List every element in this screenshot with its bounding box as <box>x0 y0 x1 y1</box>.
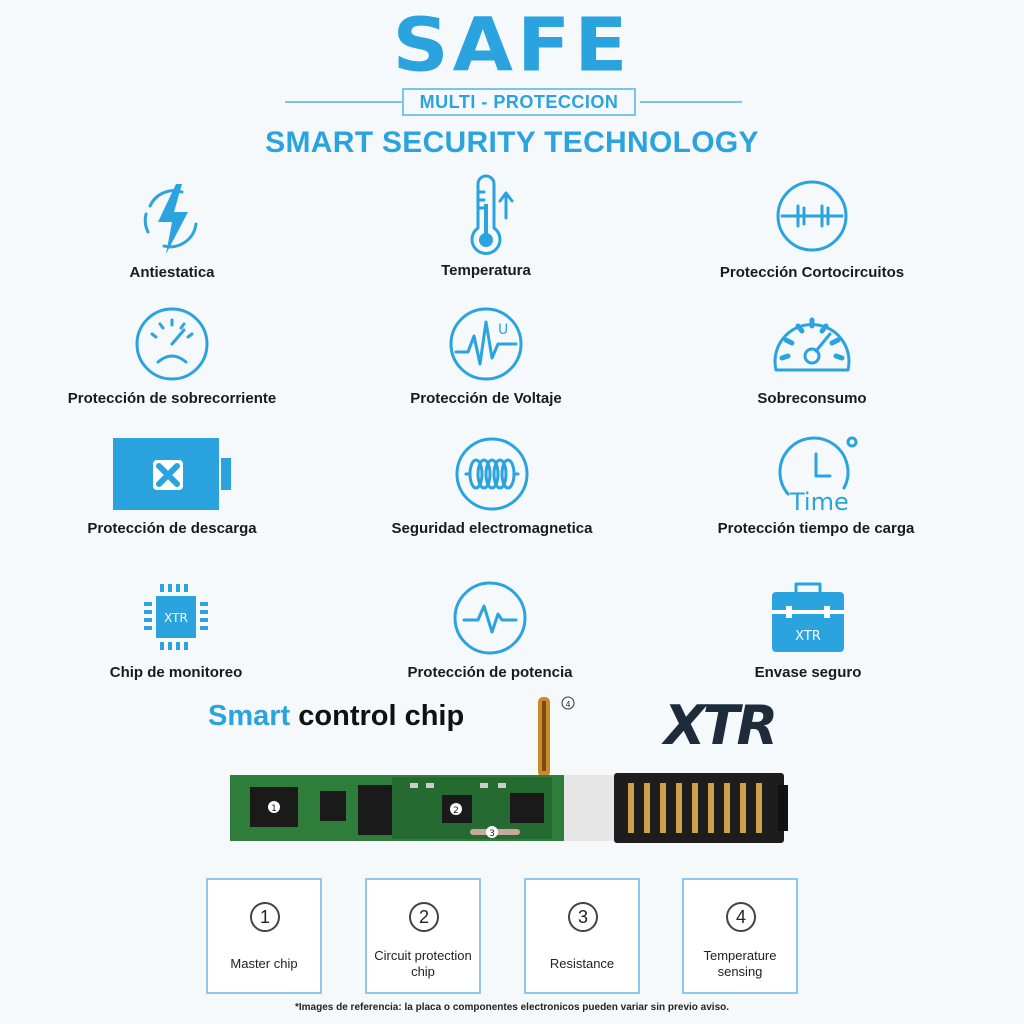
smart-word: Smart <box>208 700 291 732</box>
control-chip-words: control chip <box>290 700 465 732</box>
divider-left <box>285 101 402 103</box>
chip-text: XTR <box>164 611 188 625</box>
feature-sobreconsumo <box>662 302 962 407</box>
component-number: 3 <box>568 902 598 932</box>
smart-control-chip-title <box>208 700 464 733</box>
clock-time-icon <box>774 432 858 516</box>
feature-label: Temperatura <box>441 262 531 279</box>
component-card-1 <box>206 878 322 994</box>
speedometer-icon <box>770 302 854 386</box>
component-card-3 <box>524 878 640 994</box>
marker-2: 2 <box>453 806 459 816</box>
disclaimer: *Images de referencia: la placa o componentes electronicos pueden variar sin previo aviso. <box>294 1002 730 1013</box>
component-number: 4 <box>726 902 756 932</box>
feature-tiempo-carga <box>666 432 966 537</box>
feature-label: Envase seguro <box>754 664 862 681</box>
thermometer-icon <box>444 174 528 258</box>
feature-voltaje <box>336 302 636 407</box>
component-label: Resistance <box>549 956 615 971</box>
component-label: Circuit protection chip <box>374 948 472 979</box>
pcb-white-end <box>564 775 614 841</box>
svg-text:U: U <box>498 322 509 338</box>
short-circuit-icon <box>770 176 854 260</box>
feature-label: Protección de potencia <box>407 664 573 681</box>
chip-icon <box>134 576 218 660</box>
component-number: 1 <box>250 902 280 932</box>
tagline: SMART SECURITY TECHNOLOGY <box>265 126 759 159</box>
battery-x-icon <box>107 432 237 516</box>
component-number: 2 <box>409 902 439 932</box>
lightning-icon <box>130 176 214 260</box>
voltage-wave-icon <box>444 302 528 386</box>
feature-sobrecorriente <box>22 302 322 407</box>
feature-temperatura <box>336 174 636 279</box>
logo-text: SAFE <box>392 3 632 89</box>
feature-antiestatica <box>22 176 322 281</box>
feature-envase-seguro <box>658 576 958 681</box>
marker-3: 3 <box>489 829 495 839</box>
marker-1: 1 <box>271 804 277 814</box>
toolbox-icon <box>766 576 850 660</box>
component-label: Temperature sensing <box>703 948 777 979</box>
subtitle: MULTI - PROTECCION <box>419 91 619 112</box>
feature-label: Protección de descarga <box>87 520 257 537</box>
feature-label: Seguridad electromagnetica <box>391 520 593 537</box>
component-label: Master chip <box>230 956 298 971</box>
safe-logo <box>0 4 1024 88</box>
divider-right <box>640 101 742 103</box>
feature-electromagnetica <box>342 432 642 537</box>
marker-4: 4 <box>565 700 571 709</box>
feature-label: Sobreconsumo <box>757 390 867 407</box>
subtitle-box <box>402 88 636 116</box>
feature-descarga <box>22 432 322 537</box>
feature-label: Protección de Voltaje <box>410 390 562 407</box>
toolbox-text: XTR <box>795 629 821 644</box>
feature-label: Protección tiempo de carga <box>717 520 915 537</box>
feature-potencia <box>340 576 640 681</box>
feature-label: Chip de monitoreo <box>109 664 243 681</box>
feature-label: Protección de sobrecorriente <box>67 390 277 407</box>
feature-cortocircuitos <box>662 176 962 281</box>
feature-chip-monitoreo <box>26 576 326 681</box>
component-card-4 <box>682 878 798 994</box>
time-text: Time <box>790 488 849 516</box>
feature-label: Protección Cortocircuitos <box>719 264 905 281</box>
ic2-chip <box>358 785 392 835</box>
coil-icon <box>450 432 534 516</box>
xtr-brand-logo: XTR <box>664 694 776 757</box>
pulse-icon <box>448 576 532 660</box>
component-card-2 <box>365 878 481 994</box>
sad-gauge-icon <box>130 302 214 386</box>
feature-label: Antiestatica <box>129 264 215 281</box>
